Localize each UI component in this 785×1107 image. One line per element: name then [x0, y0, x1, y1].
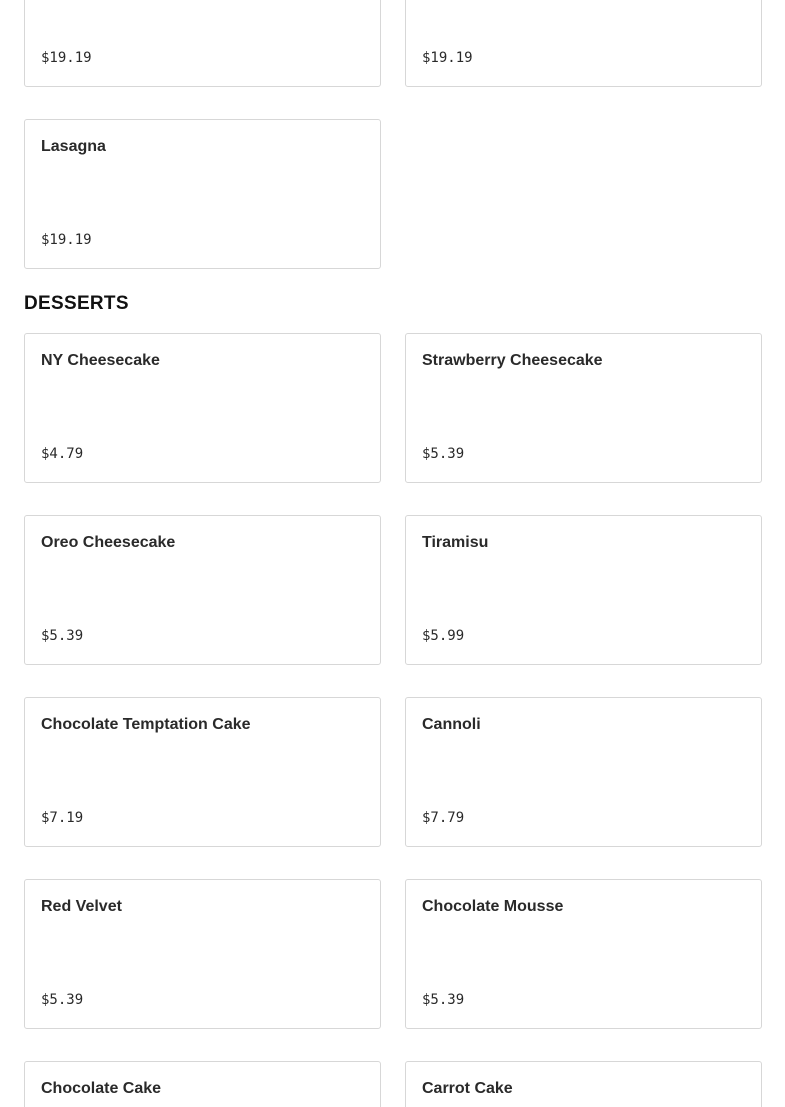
menu-item-card-strawberry-cheesecake[interactable]	[405, 333, 762, 483]
menu-item-card-cannoli[interactable]	[405, 697, 762, 847]
menu-item-name: Oreo Cheesecake	[41, 534, 176, 551]
menu-item-name: Lasagna	[41, 138, 106, 155]
menu-item-name: Chocolate Cake	[41, 1080, 162, 1097]
menu-item-price: $5.39	[422, 446, 465, 462]
menu-item-card[interactable]	[24, 0, 381, 87]
menu-item-card-tiramisu[interactable]	[405, 515, 762, 665]
menu-item-name: Chocolate Mousse	[422, 898, 564, 915]
menu-item-price: $19.19	[41, 50, 92, 66]
menu-item-price: $4.79	[41, 446, 84, 462]
menu-item-price: $5.39	[41, 628, 84, 644]
menu-item-card[interactable]	[405, 0, 762, 87]
menu-item-price: $5.39	[41, 992, 84, 1008]
menu-item-card-carrot-cake[interactable]	[405, 1061, 762, 1107]
menu-item-name: Chocolate Temptation Cake	[41, 716, 251, 733]
section-heading-desserts: DESSERTS	[24, 293, 129, 314]
menu-item-name: Red Velvet	[41, 898, 122, 915]
menu-item-card-lasagna[interactable]	[24, 119, 381, 269]
menu-item-card-chocolate-mousse[interactable]	[405, 879, 762, 1029]
menu-item-name: Strawberry Cheesecake	[422, 352, 603, 369]
menu-item-card-oreo-cheesecake[interactable]	[24, 515, 381, 665]
menu-item-name: Cannoli	[422, 716, 481, 733]
menu-item-card-chocolate-cake[interactable]	[24, 1061, 381, 1107]
menu-item-card-chocolate-temptation-cake[interactable]	[24, 697, 381, 847]
menu-item-name: Carrot Cake	[422, 1080, 513, 1097]
menu-item-card-ny-cheesecake[interactable]	[24, 333, 381, 483]
menu-item-name: Tiramisu	[422, 534, 489, 551]
menu-item-card-red-velvet[interactable]	[24, 879, 381, 1029]
menu-item-price: $19.19	[422, 50, 473, 66]
menu-item-name: NY Cheesecake	[41, 352, 160, 369]
menu-item-price: $7.19	[41, 810, 84, 826]
menu-item-price: $7.79	[422, 810, 465, 826]
menu-item-price: $5.99	[422, 628, 465, 644]
menu-item-price: $19.19	[41, 232, 92, 248]
menu-item-price: $5.39	[422, 992, 465, 1008]
